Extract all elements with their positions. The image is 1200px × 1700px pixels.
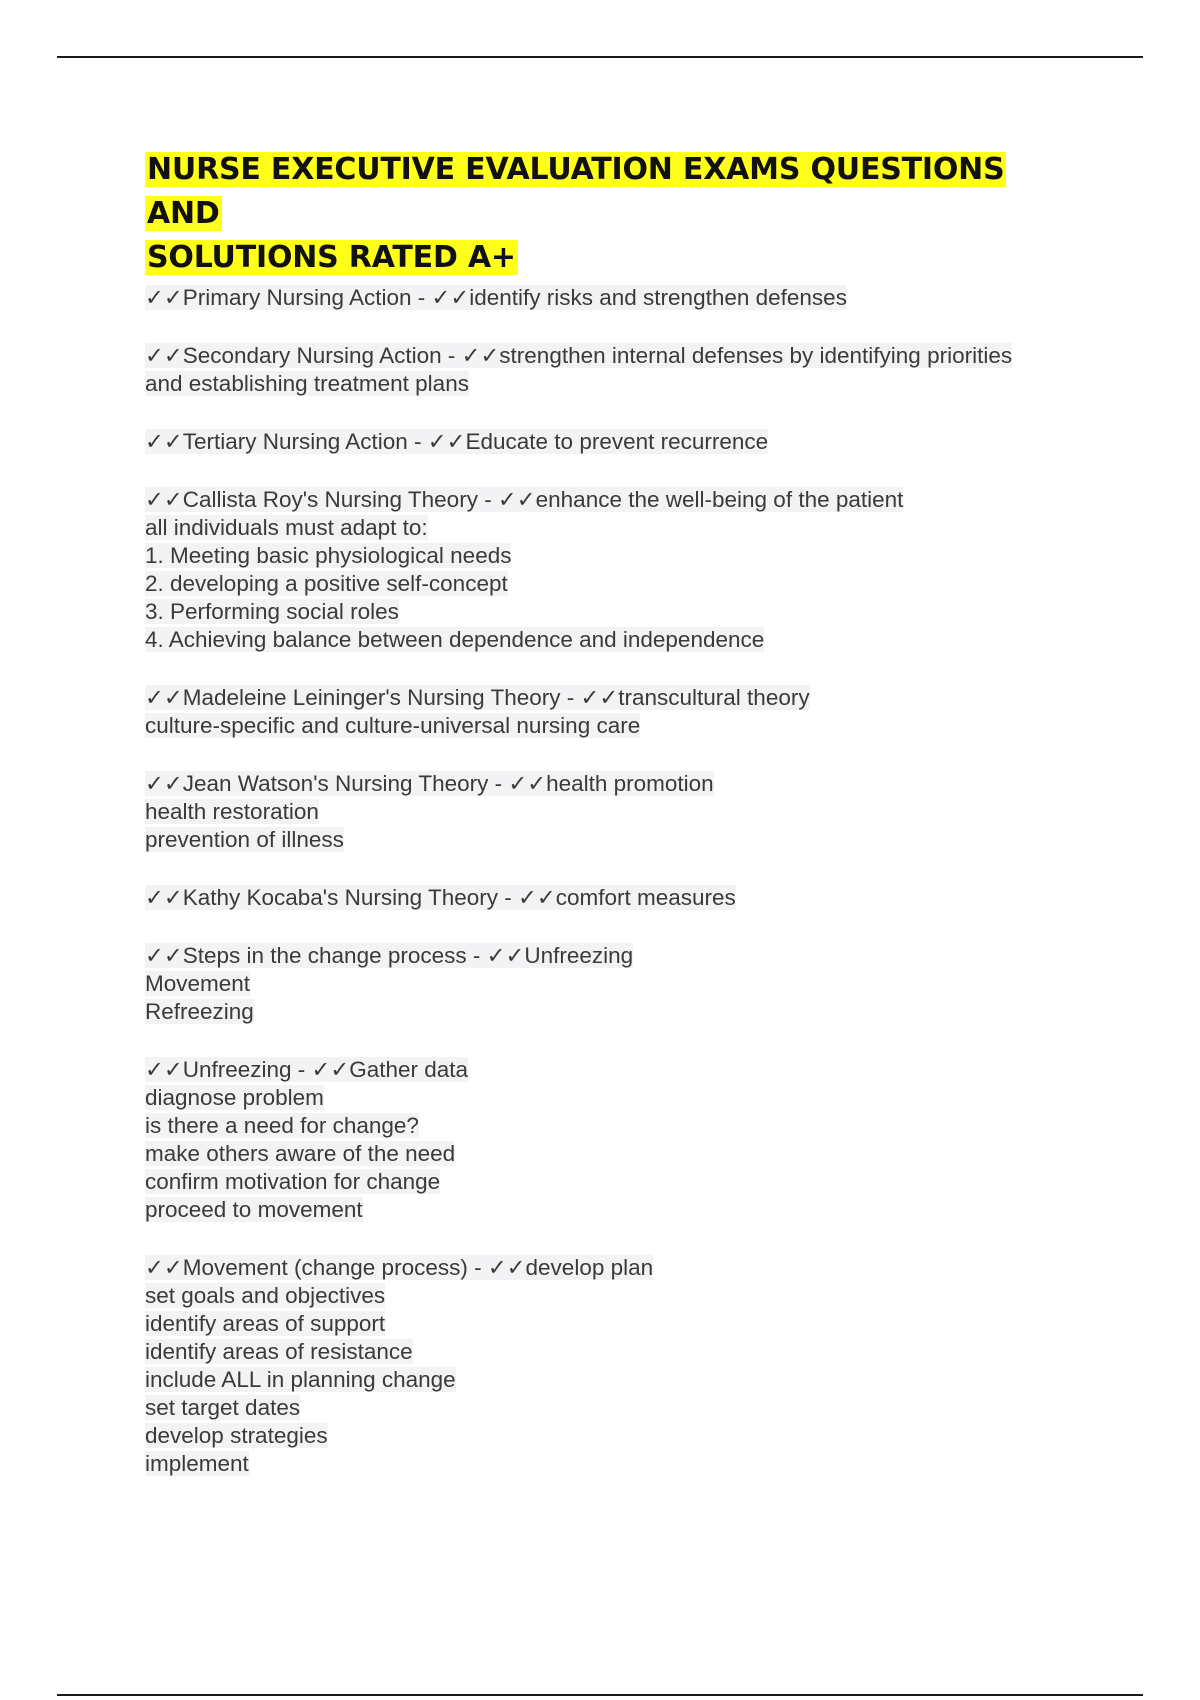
qa-entry (145, 428, 1085, 456)
qa-line: ✓✓Secondary Nursing Action - ✓✓strengthen internal defenses by identifying priorities (145, 343, 1013, 368)
qa-line: ✓✓Steps in the change process - ✓✓Unfreezing (145, 943, 634, 968)
qa-entry (145, 684, 1085, 740)
qa-line: ✓✓Kathy Kocaba's Nursing Theory - ✓✓comfort measures (145, 885, 736, 910)
qa-line: prevention of illness (145, 827, 344, 852)
qa-line: ✓✓Unfreezing - ✓✓Gather data (145, 1057, 469, 1082)
title-line-1: NURSE EXECUTIVE EVALUATION EXAMS QUESTIONS AND (147, 152, 1005, 231)
qa-line: ✓✓Movement (change process) - ✓✓develop plan (145, 1255, 654, 1280)
qa-line: confirm motivation for change (145, 1169, 441, 1194)
document-title (145, 148, 1085, 280)
qa-line: 1. Meeting basic physiological needs (145, 543, 512, 568)
qa-line: ✓✓Tertiary Nursing Action - ✓✓Educate to prevent recurrence (145, 429, 769, 454)
qa-entry (145, 486, 1085, 654)
qa-entry (145, 884, 1085, 912)
qa-line: ✓✓Primary Nursing Action - ✓✓identify risks and strengthen defenses (145, 285, 847, 310)
qa-line: proceed to movement (145, 1197, 363, 1222)
qa-line: implement (145, 1451, 249, 1476)
qa-line: 4. Achieving balance between dependence and independence (145, 627, 765, 652)
top-rule (57, 56, 1143, 58)
qa-line: make others aware of the need (145, 1141, 456, 1166)
qa-entry (145, 284, 1085, 312)
qa-line: set target dates (145, 1395, 301, 1420)
qa-line: identify areas of support (145, 1311, 386, 1336)
qa-line: ✓✓Jean Watson's Nursing Theory - ✓✓health promotion (145, 771, 714, 796)
title-line-2: SOLUTIONS RATED A+ (147, 240, 516, 275)
qa-line: is there a need for change? (145, 1113, 419, 1138)
qa-line: ✓✓Callista Roy's Nursing Theory - ✓✓enhance the well-being of the patient (145, 487, 904, 512)
qa-line: set goals and objectives (145, 1283, 386, 1308)
qa-entry (145, 770, 1085, 854)
bottom-rule (57, 1694, 1143, 1696)
qa-line: Movement (145, 971, 251, 996)
qa-entry (145, 1056, 1085, 1224)
qa-line: all individuals must adapt to: (145, 515, 428, 540)
qa-line: 3. Performing social roles (145, 599, 399, 624)
qa-line: Refreezing (145, 999, 254, 1024)
qa-line: develop strategies (145, 1423, 328, 1448)
qa-line: culture-specific and culture-universal nursing care (145, 713, 641, 738)
qa-line: and establishing treatment plans (145, 371, 469, 396)
qa-entry (145, 942, 1085, 1026)
qa-line: 2. developing a positive self-concept (145, 571, 508, 596)
qa-line: diagnose problem (145, 1085, 324, 1110)
qa-entry (145, 342, 1085, 398)
qa-line: identify areas of resistance (145, 1339, 413, 1364)
qa-line: ✓✓Madeleine Leininger's Nursing Theory - ✓✓transcultural theory (145, 685, 810, 710)
document-body (145, 148, 1085, 1508)
qa-line: health restoration (145, 799, 319, 824)
qa-line: include ALL in planning change (145, 1367, 456, 1392)
qa-entry (145, 1254, 1085, 1478)
